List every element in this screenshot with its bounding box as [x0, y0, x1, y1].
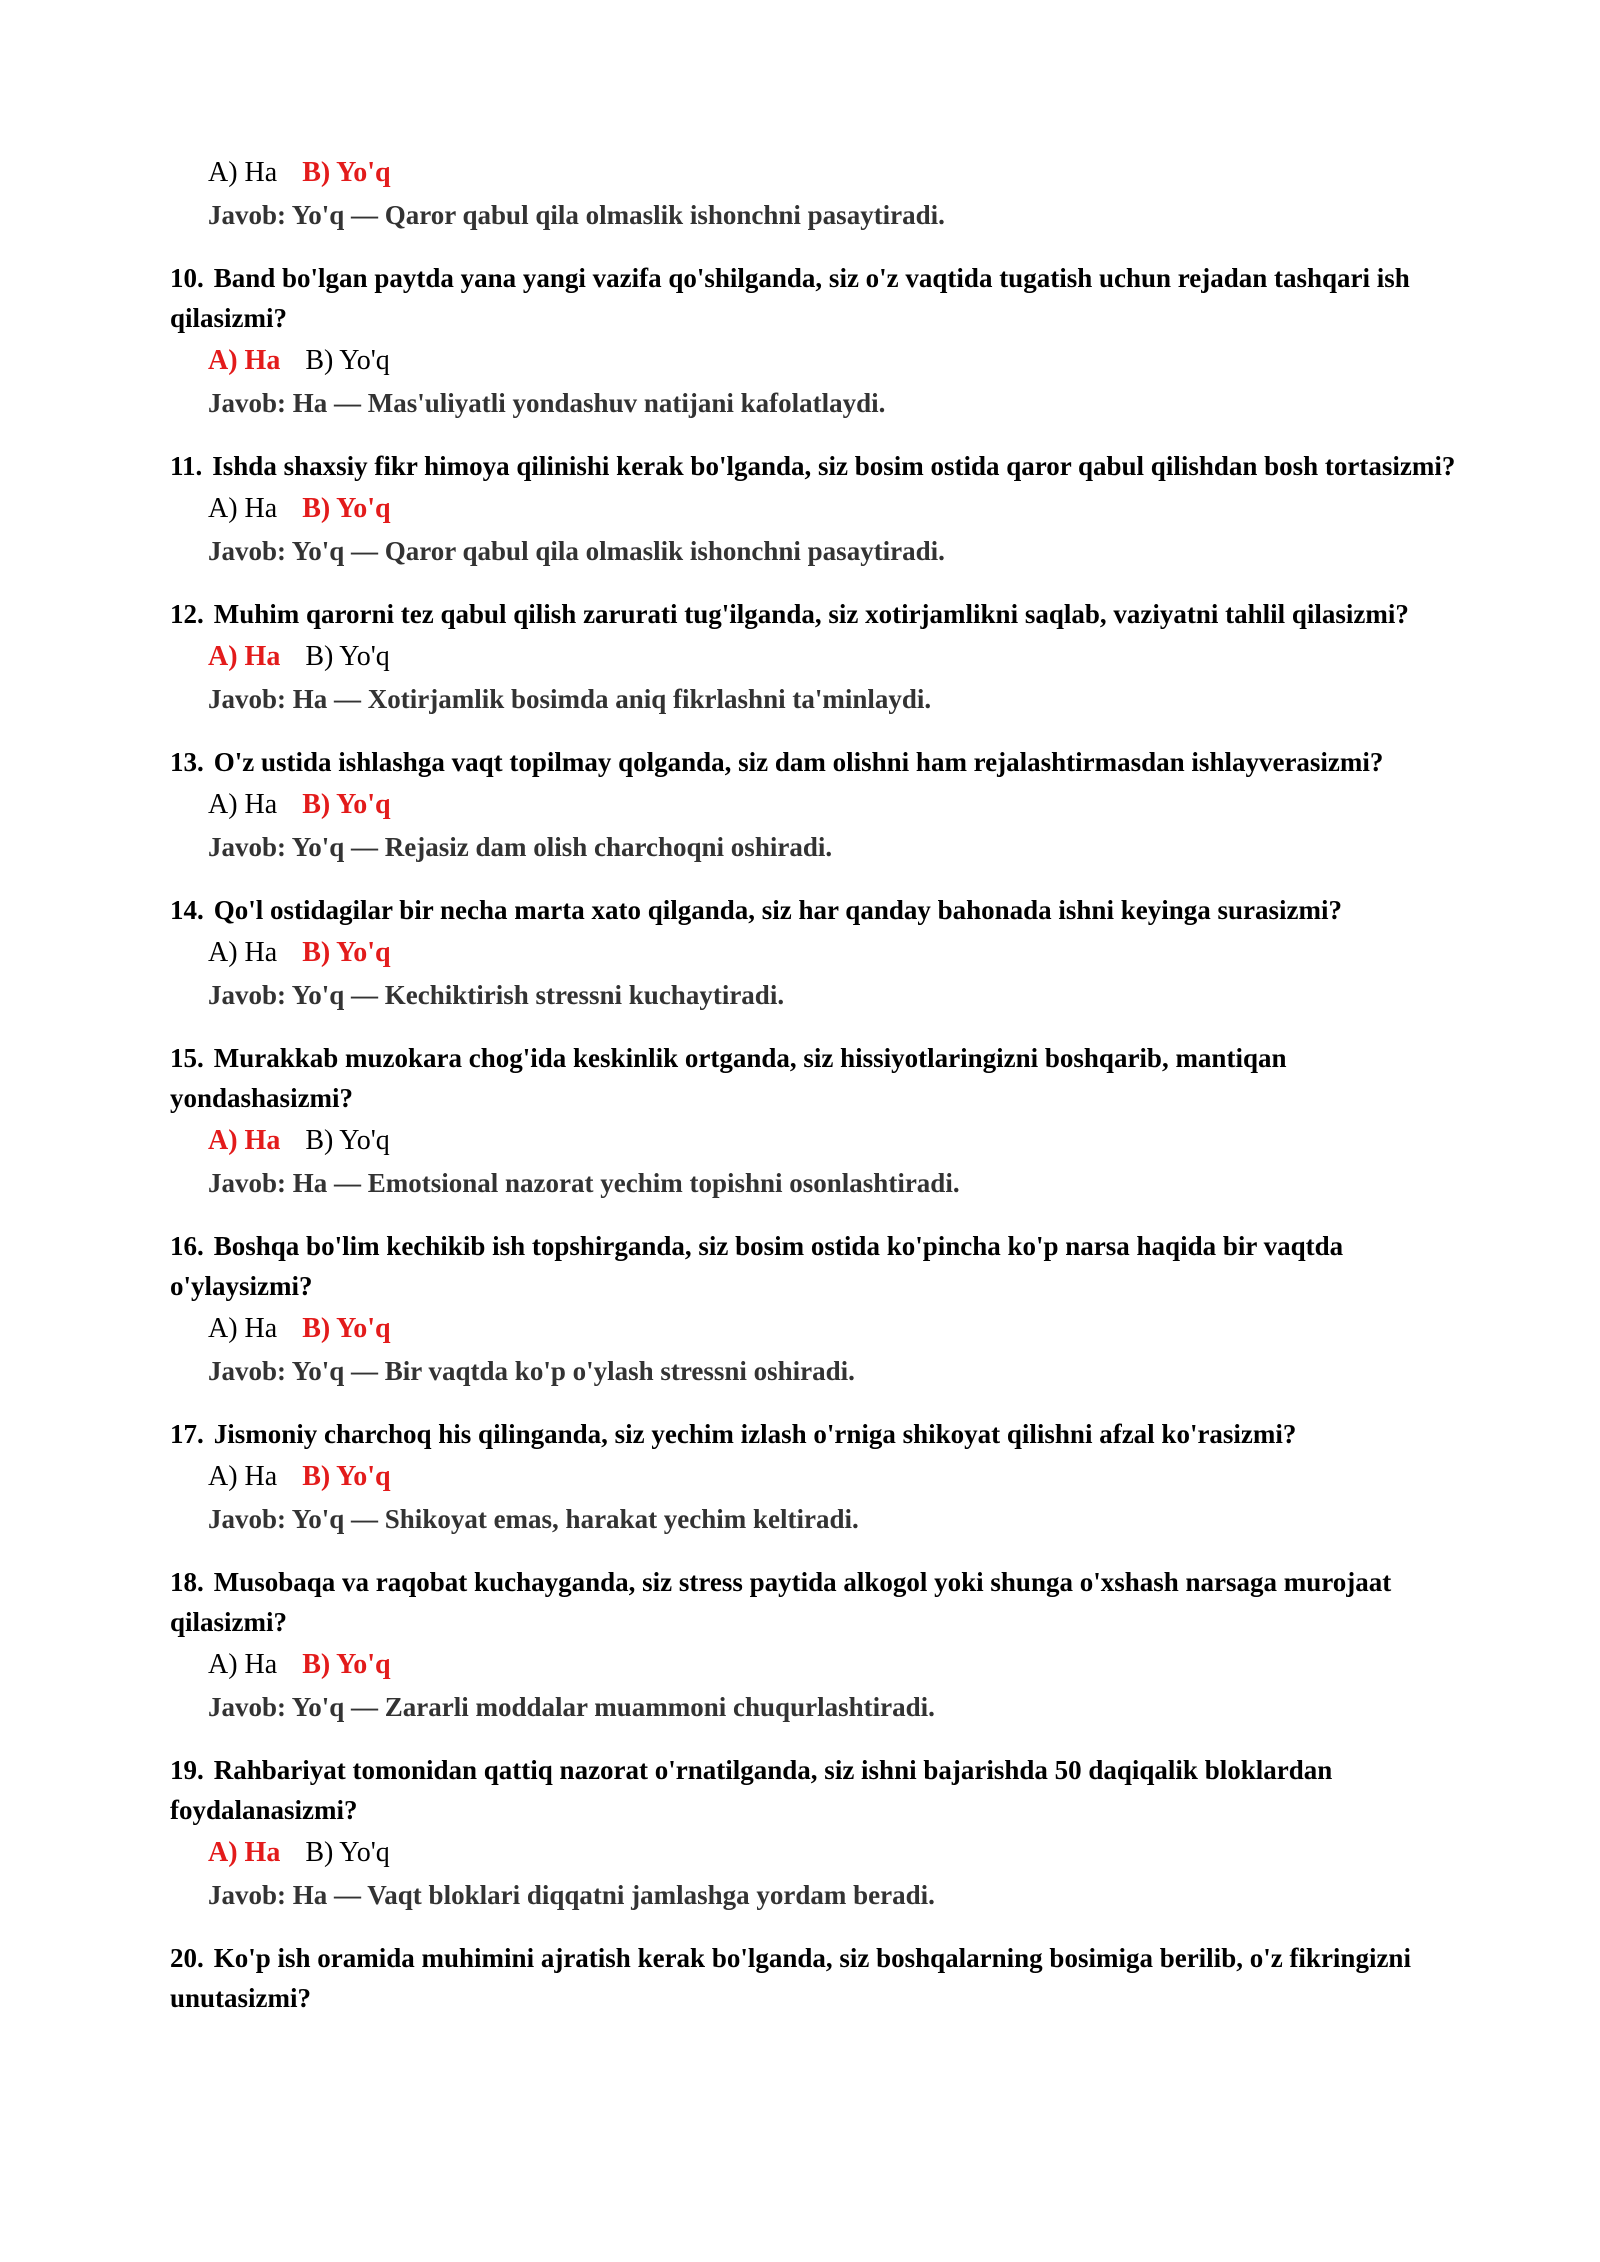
option-b: B) Yo'q	[305, 1837, 390, 1868]
option-a: A) Ha	[208, 1461, 278, 1492]
question-number: 12.	[170, 599, 204, 629]
question-body: Jismoniy charchoq his qilinganda, siz yechim izlash o'rniga shikoyat qilishni afzal ko'rasizmi?	[213, 1419, 1297, 1449]
option-list	[208, 1120, 1460, 1162]
option-a: A) Ha	[208, 789, 278, 820]
question-body: Ko'p ish oramida muhimini ajratish kerak bo'lganda, siz boshqalarning bosimiga berilib, o'z fikringizni unutasizmi?	[170, 1943, 1411, 2013]
question-text	[170, 1938, 1460, 2018]
answer-line: Javob: Yo'q — Qaror qabul qila olmaslik ishonchni pasaytiradi.	[208, 200, 945, 230]
question-17	[170, 1414, 1460, 1540]
option-list	[208, 932, 1460, 974]
question-13	[170, 742, 1460, 868]
option-a-correct: A) Ha	[208, 641, 281, 672]
answer-line: Javob: Yo'q — Shikoyat emas, harakat yechim keltiradi.	[208, 1504, 859, 1534]
question-number: 18.	[170, 1567, 204, 1597]
question-number: 13.	[170, 747, 204, 777]
answer-line: Javob: Yo'q — Bir vaqtda ko'p o'ylash stressni oshiradi.	[208, 1356, 855, 1386]
option-b-correct: B) Yo'q	[302, 157, 391, 188]
question-text	[170, 742, 1460, 782]
question-body: Band bo'lgan paytda yana yangi vazifa qo'shilganda, siz o'z vaqtida tugatish uchun rejadan tashqari ish qilasizmi?	[170, 263, 1410, 333]
question-text	[170, 1562, 1460, 1642]
question-12	[170, 594, 1460, 720]
answer-line: Javob: Ha — Emotsional nazorat yechim topishni osonlashtiradi.	[208, 1168, 960, 1198]
option-list	[208, 1644, 1460, 1686]
question-body: Murakkab muzokara chog'ida keskinlik ortganda, siz hissiyotlaringizni boshqarib, mantiqan yondashasizmi?	[170, 1043, 1287, 1113]
question-body: Ishda shaxsiy fikr himoya qilinishi kerak bo'lganda, siz bosim ostida qaror qabul qilishdan bosh tortasizmi?	[212, 451, 1456, 481]
option-list	[208, 1308, 1460, 1350]
option-b-correct: B) Yo'q	[302, 1313, 391, 1344]
answer-line: Javob: Ha — Mas'uliyatli yondashuv natijani kafolatlaydi.	[208, 388, 886, 418]
question-16	[170, 1226, 1460, 1392]
option-a: A) Ha	[208, 1649, 278, 1680]
option-b: B) Yo'q	[305, 1125, 390, 1156]
option-a: A) Ha	[208, 1313, 278, 1344]
question-number: 16.	[170, 1231, 204, 1261]
question-14	[170, 890, 1460, 1016]
question-15	[170, 1038, 1460, 1204]
question-number: 14.	[170, 895, 204, 925]
question-body: Boshqa bo'lim kechikib ish topshirganda, siz bosim ostida ko'pincha ko'p narsa haqida bir vaqtda o'ylaysizmi?	[170, 1231, 1344, 1301]
option-a: A) Ha	[208, 937, 278, 968]
question-body: Rahbariyat tomonidan qattiq nazorat o'rnatilganda, siz ishni bajarishda 50 daqiqalik bloklardan foydalanasizmi?	[170, 1755, 1333, 1825]
question-18	[170, 1562, 1460, 1728]
option-b-correct: B) Yo'q	[302, 789, 391, 820]
option-list	[208, 1456, 1460, 1498]
question-body: Musobaqa va raqobat kuchayganda, siz stress paytida alkogol yoki shunga o'xshash narsaga murojaat qilasizmi?	[170, 1567, 1392, 1637]
question-text	[170, 1038, 1460, 1118]
question-10	[170, 258, 1460, 424]
answer-line: Javob: Yo'q — Zararli moddalar muammoni chuqurlashtiradi.	[208, 1692, 935, 1722]
question-number: 10.	[170, 263, 204, 293]
option-a-correct: A) Ha	[208, 1125, 281, 1156]
answer-line: Javob: Ha — Xotirjamlik bosimda aniq fikrlashni ta'minlaydi.	[208, 684, 932, 714]
question-body: Muhim qarorni tez qabul qilish zarurati tug'ilganda, siz xotirjamlikni saqlab, vaziyatni tahlil qilasizmi?	[213, 599, 1409, 629]
question-number: 20.	[170, 1943, 204, 1973]
question-number: 19.	[170, 1755, 204, 1785]
question-11	[170, 446, 1460, 572]
option-list	[208, 488, 1460, 530]
answer-line: Javob: Yo'q — Qaror qabul qila olmaslik ishonchni pasaytiradi.	[208, 536, 945, 566]
option-list	[208, 340, 1460, 382]
option-a: A) Ha	[208, 493, 278, 524]
question-20	[170, 1938, 1460, 2018]
question-body: O'z ustida ishlashga vaqt topilmay qolganda, siz dam olishni ham rejalashtirmasdan ishlayverasizmi?	[213, 747, 1384, 777]
question-text	[170, 446, 1460, 486]
option-list	[208, 152, 1460, 194]
question-text	[170, 594, 1460, 634]
answer-line: Javob: Yo'q — Kechiktirish stressni kuchaytiradi.	[208, 980, 785, 1010]
option-a-correct: A) Ha	[208, 345, 281, 376]
question-number: 15.	[170, 1043, 204, 1073]
option-b: B) Yo'q	[305, 345, 390, 376]
question-text	[170, 1414, 1460, 1454]
option-list	[208, 636, 1460, 678]
question-19	[170, 1750, 1460, 1916]
question-text	[170, 890, 1460, 930]
option-b: B) Yo'q	[305, 641, 390, 672]
question-9-continuation	[170, 152, 1460, 236]
option-list	[208, 784, 1460, 826]
answer-line: Javob: Ha — Vaqt bloklari diqqatni jamlashga yordam beradi.	[208, 1880, 935, 1910]
question-number: 17.	[170, 1419, 204, 1449]
answer-line: Javob: Yo'q — Rejasiz dam olish charchoqni oshiradi.	[208, 832, 833, 862]
question-text	[170, 1226, 1460, 1306]
option-b-correct: B) Yo'q	[302, 1649, 391, 1680]
option-b-correct: B) Yo'q	[302, 1461, 391, 1492]
option-a: A) Ha	[208, 157, 278, 188]
option-a-correct: A) Ha	[208, 1837, 281, 1868]
option-list	[208, 1832, 1460, 1874]
option-b-correct: B) Yo'q	[302, 493, 391, 524]
question-body: Qo'l ostidagilar bir necha marta xato qilganda, siz har qanday bahonada ishni keyinga surasizmi?	[213, 895, 1342, 925]
option-b-correct: B) Yo'q	[302, 937, 391, 968]
question-text	[170, 258, 1460, 338]
question-text	[170, 1750, 1460, 1830]
question-number: 11.	[170, 451, 203, 481]
